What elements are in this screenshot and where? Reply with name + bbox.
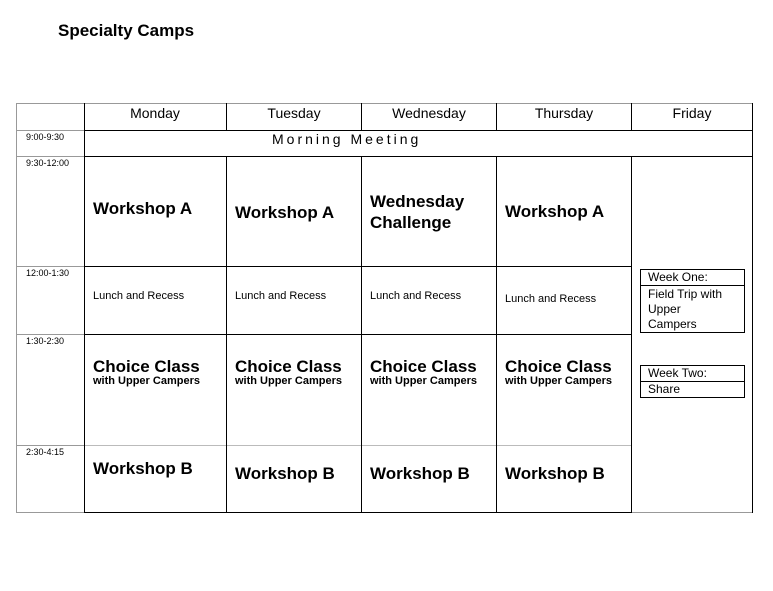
week-two-content-box [640, 381, 745, 398]
wednesday-thursday-border-lower [496, 156, 497, 513]
week-one-line2: Upper [648, 302, 681, 316]
workshop-a-monday: Workshop A [93, 199, 193, 218]
tuesday-wednesday-border-lower [361, 156, 362, 513]
day-header-friday: Friday [672, 105, 712, 121]
day-header-tuesday: Tuesday [267, 105, 321, 121]
lunch-bottom-line [84, 334, 631, 335]
week-two-label-box [640, 365, 745, 382]
thursday-friday-border-lower [631, 156, 632, 513]
workshop-a-bottom-line [84, 266, 631, 267]
workshop-b-monday: Workshop B [93, 459, 193, 478]
table-left-border [16, 103, 17, 513]
time-column-border [84, 103, 85, 513]
choice-class-monday: Choice Class [93, 357, 200, 376]
table-top-border [16, 103, 753, 104]
lunch-monday: Lunch and Recess [93, 290, 185, 302]
week-one-content-box [640, 285, 745, 333]
day-header-thursday: Thursday [534, 105, 594, 121]
choice-class-tuesday: Choice Class [235, 357, 342, 376]
time-slot-5: 2:30-4:15 [26, 447, 65, 457]
morning-meeting: Morning Meeting [272, 131, 422, 147]
lunch-thursday: Lunch and Recess [505, 293, 597, 305]
meeting-bottom-line [84, 156, 753, 157]
choice-bottom-line-left [16, 445, 84, 446]
workshop-b-tuesday: Workshop B [235, 464, 335, 483]
choice-class-tuesday-subtitle: with Upper Campers [235, 375, 342, 387]
table-right-border [752, 103, 753, 513]
workshop-a-bottom-line-left [16, 266, 84, 267]
week-one-label: Week One: [648, 270, 708, 284]
lunch-tuesday: Lunch and Recess [235, 290, 327, 302]
lunch-bottom-line-left [16, 334, 84, 335]
day-header-monday: Monday [130, 105, 180, 121]
week-one-line3: Campers [648, 317, 697, 331]
workshop-a-thursday: Workshop A [505, 202, 605, 221]
page-title: Specialty Camps [58, 21, 195, 40]
choice-class-wednesday-subtitle: with Upper Campers [370, 375, 477, 387]
wednesday-challenge-line1: Wednesday [370, 192, 465, 211]
header-bottom-line-left [16, 130, 84, 131]
choice-bottom-line [84, 445, 631, 446]
workshop-a-tuesday: Workshop A [235, 203, 335, 222]
week-one-line1: Field Trip with [648, 287, 723, 301]
monday-tuesday-border-lower [226, 156, 227, 513]
week-one-label-box [640, 269, 745, 286]
lunch-wednesday: Lunch and Recess [370, 290, 462, 302]
week-two-label: Week Two: [648, 366, 707, 380]
wednesday-challenge-line2: Challenge [370, 213, 452, 232]
choice-class-thursday: Choice Class [505, 357, 612, 376]
choice-class-wednesday: Choice Class [370, 357, 477, 376]
choice-class-thursday-subtitle: with Upper Campers [505, 375, 612, 387]
week-two-text: Share [648, 382, 681, 396]
time-slot-4: 1:30-2:30 [26, 336, 65, 346]
workshop-b-wednesday: Workshop B [370, 464, 470, 483]
time-slot-1: 9:00-9:30 [26, 132, 65, 142]
choice-class-monday-subtitle: with Upper Campers [93, 375, 200, 387]
meeting-bottom-line-left [16, 156, 84, 157]
table-bottom-border-dark [84, 512, 631, 513]
day-header-wednesday: Wednesday [392, 105, 466, 121]
time-slot-2: 9:30-12:00 [26, 158, 70, 168]
workshop-b-thursday: Workshop B [505, 464, 605, 483]
time-slot-3: 12:00-1:30 [26, 268, 70, 278]
